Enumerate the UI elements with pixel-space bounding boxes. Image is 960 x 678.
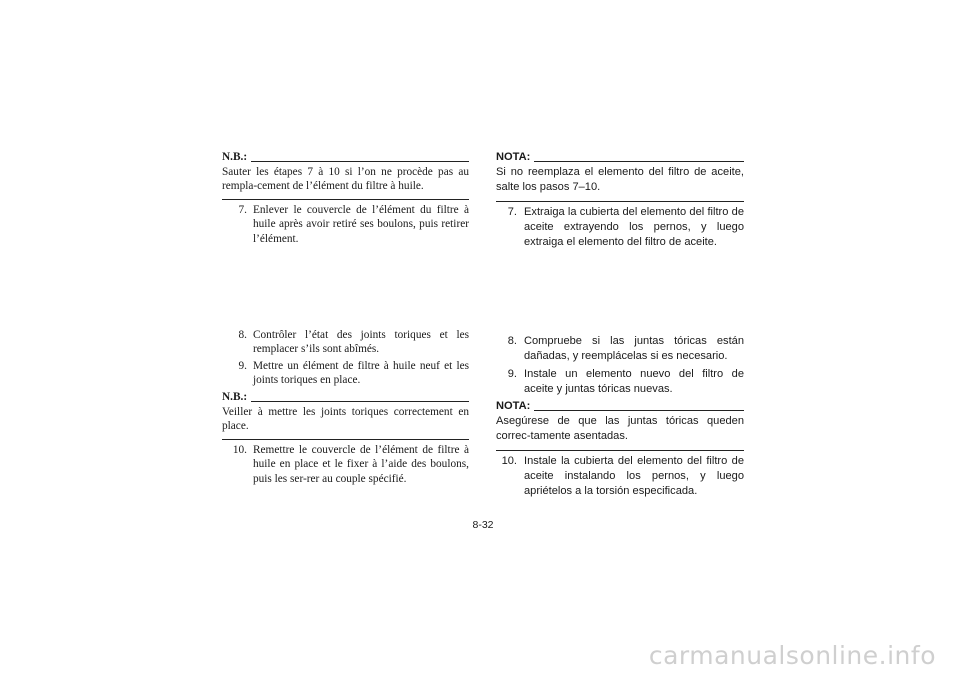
note-label: N.B.: <box>222 390 248 403</box>
step-number: 10. <box>501 454 517 467</box>
note-label: NOTA: <box>496 400 531 413</box>
step-text: Instale un elemento nuevo del filtro de aceite y juntas tóricas nuevas. <box>524 367 744 395</box>
note-rule <box>251 401 469 402</box>
step-9 <box>496 367 744 397</box>
note-rule <box>251 161 469 162</box>
step-10 <box>222 443 469 487</box>
step-number: 7. <box>507 205 517 218</box>
step-number: 7. <box>238 203 247 216</box>
step-number: 9. <box>238 359 247 372</box>
step-number: 8. <box>238 328 247 341</box>
step-text: Enlever le couvercle de l’élément du filtre à huile après avoir retiré ses boulons, puis retirer l’élément. <box>253 203 469 245</box>
step-number: 9. <box>507 367 517 380</box>
note-header <box>496 399 744 414</box>
french-column <box>222 150 469 489</box>
note-text: Si no reemplaza el elemento del filtro de aceite, salte los pasos 7–10. <box>496 166 744 194</box>
note-rule <box>534 410 744 411</box>
note-end-rule <box>496 201 744 202</box>
step-text: Instale la cubierta del elemento del filtro de aceite instalando los pernos, y luego apriételos a la torsión especificada. <box>524 454 744 498</box>
note-header <box>222 150 469 165</box>
note-rule <box>534 161 744 162</box>
step-number: 8. <box>507 335 517 348</box>
note-label: N.B.: <box>222 151 248 163</box>
step-7 <box>496 205 744 251</box>
illustration-space <box>222 249 469 328</box>
note-text: Asegúrese de que las juntas tóricas queden correc-tamente asentadas. <box>496 415 744 443</box>
step-8 <box>496 334 744 364</box>
step-text: Contrôler l’état des joints toriques et les remplacer s’ils sont abîmés. <box>253 328 469 356</box>
step-number: 10. <box>232 443 247 456</box>
illustration-space <box>496 252 744 334</box>
page-number: 8-32 <box>472 519 494 531</box>
note-header <box>222 390 469 405</box>
step-text: Mettre un élément de filtre à huile neuf et les joints toriques en place. <box>253 359 469 387</box>
note-header <box>496 150 744 165</box>
note-end-rule <box>496 450 744 451</box>
step-text: Compruebe si las juntas tóricas están dañadas, y reemplácelas si es necesario. <box>524 335 744 363</box>
note-label: NOTA: <box>496 151 531 163</box>
step-text: Remettre le couvercle de l’élément de filtre à huile en place et le fixer à l’aide des boulons, puis les ser-rer au couple spécifié. <box>253 443 469 485</box>
note-text: Veiller à mettre les joints toriques correctement en place. <box>222 405 469 433</box>
note-end-rule <box>222 199 469 200</box>
step-10 <box>496 454 744 500</box>
step-9 <box>222 359 469 388</box>
note-end-rule <box>222 439 469 440</box>
spanish-column <box>496 150 744 501</box>
watermark: carmanualsonline.info <box>648 641 936 670</box>
step-8 <box>222 328 469 357</box>
step-text: Extraiga la cubierta del elemento del filtro de aceite extrayendo los pernos, y luego extraiga el elemento del filtro de aceite. <box>524 205 744 249</box>
note-text: Sauter les étapes 7 à 10 si l’on ne procède pas au rempla-cement de l’élément du filtre à huile. <box>222 165 469 193</box>
step-7 <box>222 203 469 247</box>
